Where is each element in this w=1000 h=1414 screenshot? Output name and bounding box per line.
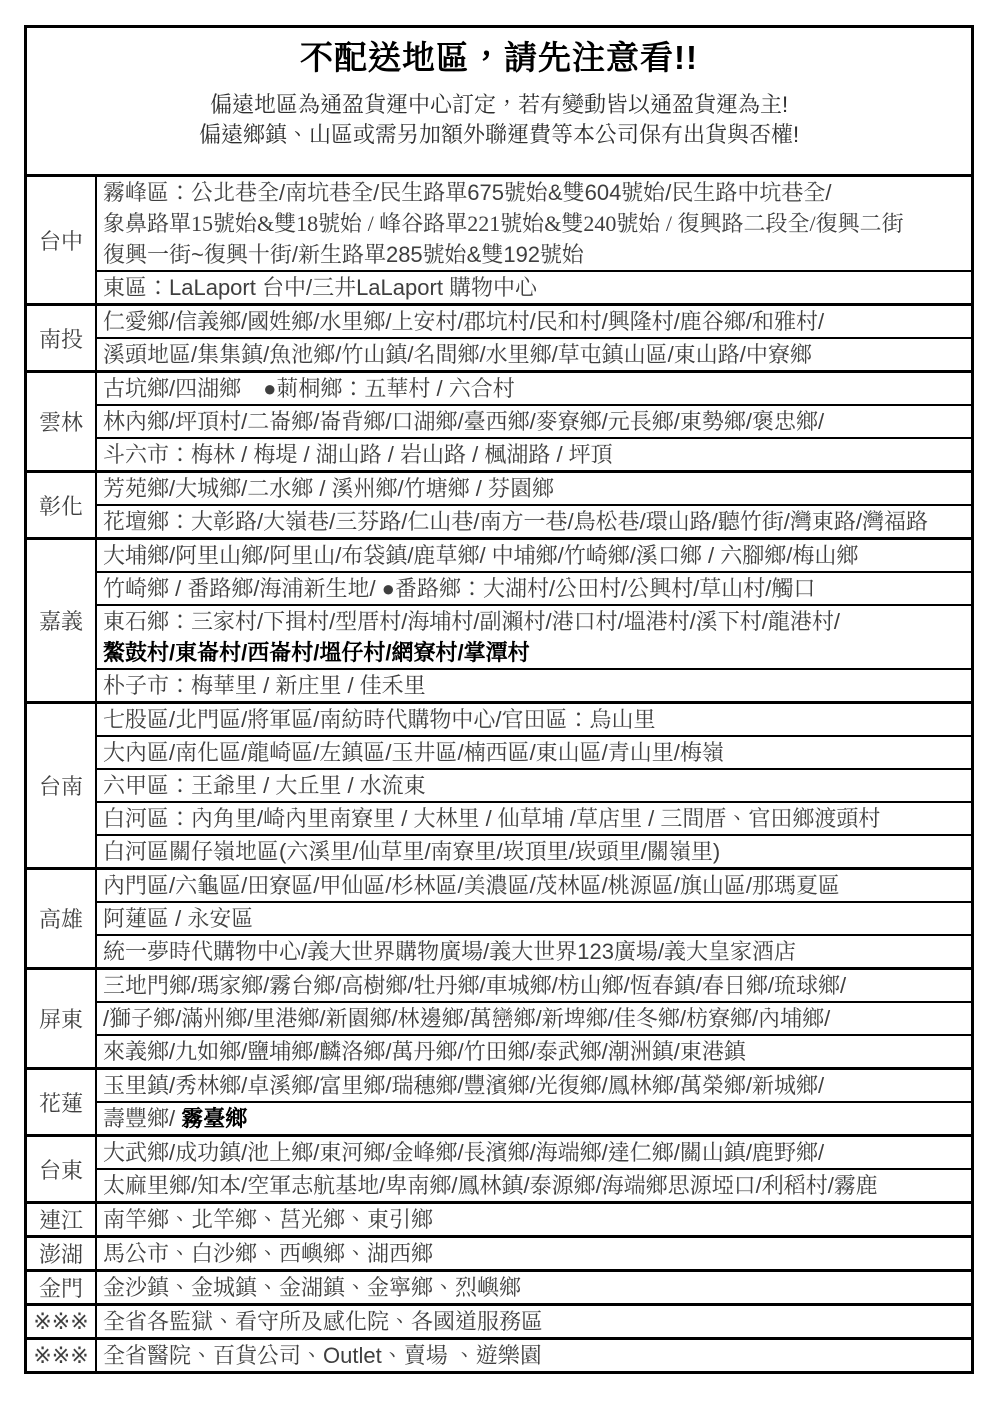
area-line: 朴子市：梅華里 / 新庄里 / 佳禾里: [103, 673, 426, 698]
region-group-yunlin: [27, 370, 971, 470]
no-delivery-notice-table: [24, 25, 974, 1374]
region-label: 南投: [27, 306, 97, 370]
area-row: [97, 270, 971, 303]
area-line: 大內區/南化區/龍崎區/左鎮區/玉井區/楠西區/東山區/青山里/梅嶺: [103, 740, 724, 765]
region-label: 台中: [27, 177, 97, 303]
area-line: 仁愛鄉/信義鄉/國姓鄉/水里鄉/上安村/郡坑村/民和村/興隆村/鹿谷鄉/和雅村/: [103, 309, 825, 334]
region-group-penghu: [27, 1235, 971, 1269]
area-line: 大埔鄉/阿里山鄉/阿里山/布袋鎮/鹿草鄉/ 中埔鄉/竹崎鄉/溪口鄉 / 六腳鄉/梅山鄉: [103, 543, 859, 568]
area-line: 玉里鎮/秀林鄉/卓溪鄉/富里鄉/瑞穗鄉/豐濱鄉/光復鄉/鳳林鄉/萬榮鄉/新城鄉/: [103, 1073, 825, 1098]
area-row: [97, 373, 971, 404]
area-line: 金沙鎮、金城鎮、金湖鎮、金寧鄉、烈嶼鄉: [103, 1275, 522, 1300]
area-row: [97, 834, 971, 867]
region-group-pingtung: [27, 967, 971, 1067]
region-group-special-1: [27, 1303, 971, 1337]
area-line: 東區：LaLaport 台中/三井LaLaport 購物中心: [103, 275, 538, 300]
region-group-kaohsiung: [27, 867, 971, 967]
area-row: [97, 540, 971, 571]
region-rows: [97, 1238, 971, 1269]
area-line: 大武鄉/成功鎮/池上鄉/東河鄉/金峰鄉/長濱鄉/海端鄉/達仁鄉/關山鎮/鹿野鄉/: [103, 1140, 825, 1165]
area-row: [97, 801, 971, 834]
region-rows: [97, 704, 971, 867]
area-row: [97, 1137, 971, 1168]
region-rows: [97, 177, 971, 303]
area-row: [97, 1306, 971, 1337]
area-row: [97, 404, 971, 437]
area-row: [97, 1101, 971, 1134]
notice-note-2: 偏遠鄉鎮、山區或需另加額外聯運費等本公司保有出貨與否權!: [198, 122, 800, 147]
area-line: 阿蓮區 / 永安區: [103, 906, 254, 931]
region-label: ※※※: [27, 1340, 97, 1371]
area-line: 六甲區：王爺里 / 大丘里 / 水流東: [103, 773, 426, 798]
region-label: ※※※: [27, 1306, 97, 1337]
area-row: [97, 1204, 971, 1235]
area-row: [97, 934, 971, 967]
area-row: [97, 1001, 971, 1034]
area-line: 白河區關仔嶺地區(六溪里/仙草里/南寮里/崁頂里/崁頭里/關嶺里): [103, 839, 721, 864]
area-row: [97, 177, 971, 270]
region-rows: [97, 1137, 971, 1201]
region-label: 金門: [27, 1272, 97, 1303]
area-line: 溪頭地區/集集鎮/魚池鄉/竹山鎮/名間鄉/水里鄉/草屯鎮山區/東山路/中寮鄉: [103, 342, 812, 367]
area-row: [97, 1034, 971, 1067]
area-line: /獅子鄉/滿州鄉/里港鄉/新園鄉/林邊鄉/萬巒鄉/新埤鄉/佳冬鄉/枋寮鄉/內埔鄉/: [103, 1006, 831, 1031]
region-label: 澎湖: [27, 1238, 97, 1269]
area-row: [97, 571, 971, 604]
region-label: 台南: [27, 704, 97, 867]
area-row: [97, 1168, 971, 1201]
area-text: 壽豐鄉/: [103, 1106, 182, 1131]
region-group-nantou: [27, 303, 971, 370]
area-line: 太麻里鄉/知本/空軍志航基地/卑南鄉/鳳林鎮/泰源鄉/海端鄉思源埡口/利稻村/霧鹿: [103, 1173, 878, 1198]
region-group-lienchiang: [27, 1201, 971, 1235]
area-line: 統一夢時代購物中心/義大世界購物廣場/義大世界123廣場/義大皇家酒店: [103, 939, 797, 964]
area-line: 復興一街~復興十街/新生路單285號始&雙192號始: [103, 242, 585, 267]
region-label: 花蓮: [27, 1070, 97, 1134]
area-row: [97, 870, 971, 901]
region-rows: [97, 540, 971, 701]
region-group-tainan: [27, 701, 971, 867]
area-row: [97, 901, 971, 934]
area-line: 斗六市：梅林 / 梅堤 / 湖山路 / 岩山路 / 楓湖路 / 坪頂: [103, 442, 613, 467]
region-group-taitung: [27, 1134, 971, 1201]
region-label: 高雄: [27, 870, 97, 967]
notice-title: 不配送地區，請先注意看!!: [300, 39, 698, 76]
area-line: 芳苑鄉/大城鄉/二水鄉 / 溪州鄉/竹塘鄉 / 芬園鄉: [103, 476, 555, 501]
region-group-changhua: [27, 470, 971, 537]
area-line: 南竿鄉、北竿鄉、莒光鄉、東引鄉: [103, 1207, 434, 1232]
area-line: 全省各監獄、看守所及感化院、各國道服務區: [103, 1309, 544, 1334]
notice-note-1: 偏遠地區為通盈貨運中心訂定，若有變動皆以通盈貨運為主!: [209, 92, 789, 117]
area-row: [97, 604, 971, 668]
region-label: 彰化: [27, 473, 97, 537]
area-line: 七股區/北門區/將軍區/南紡時代購物中心/官田區：烏山里: [103, 707, 656, 732]
area-row: [97, 337, 971, 370]
area-row: [97, 768, 971, 801]
area-row: [97, 704, 971, 735]
area-row: [97, 437, 971, 470]
area-row: [97, 970, 971, 1001]
area-row: [97, 1238, 971, 1269]
area-line: 全省醫院、百貨公司、Outlet、賣場 、遊樂園: [103, 1343, 542, 1368]
area-line: 霧峰區：公北巷全/南坑巷全/民生路單675號始&雙604號始/民生路中坑巷全/: [103, 180, 832, 205]
region-label: 屏東: [27, 970, 97, 1067]
region-label: 嘉義: [27, 540, 97, 701]
area-row: [97, 1340, 971, 1371]
region-group-kinmen: [27, 1269, 971, 1303]
area-line: 象鼻路單15號始&雙18號始 / 峰谷路單221號始&雙240號始 / 復興路二段全/復興二街: [103, 211, 904, 236]
table-header: [27, 28, 971, 174]
area-line: 東石鄉：三家村/下揖村/型厝村/海埔村/副瀨村/港口村/塭港村/溪下村/龍港村/: [103, 609, 841, 634]
region-rows: [97, 373, 971, 470]
region-rows: [97, 970, 971, 1067]
region-rows: [97, 306, 971, 370]
region-group-taichung: [27, 174, 971, 303]
area-line: 來義鄉/九如鄉/鹽埔鄉/麟洛鄉/萬丹鄉/竹田鄉/泰武鄉/潮洲鎮/東港鎮: [103, 1039, 746, 1064]
area-row: [97, 735, 971, 768]
area-line: 內門區/六龜區/田寮區/甲仙區/杉林區/美濃區/茂林區/桃源區/旗山區/那瑪夏區: [103, 873, 841, 898]
region-group-hualien: [27, 1067, 971, 1134]
region-label: 雲林: [27, 373, 97, 470]
area-line: [97, 1103, 971, 1134]
area-line: 馬公市、白沙鄉、西嶼鄉、湖西鄉: [103, 1241, 434, 1266]
region-group-chiayi: [27, 537, 971, 701]
area-row: [97, 504, 971, 537]
region-rows: [97, 1340, 971, 1371]
area-text-emphasis: 霧臺鄉: [181, 1106, 248, 1131]
area-row: [97, 1272, 971, 1303]
region-rows: [97, 870, 971, 967]
area-line-emphasis: 鰲鼓村/東崙村/西崙村/塭仔村/網寮村/掌潭村: [103, 640, 530, 665]
region-rows: [97, 1306, 971, 1337]
region-rows: [97, 473, 971, 537]
area-line: 三地門鄉/瑪家鄉/霧台鄉/高樹鄉/牡丹鄉/車城鄉/枋山鄉/恆春鎮/春日鄉/琉球鄉/: [103, 973, 847, 998]
area-row: [97, 1070, 971, 1101]
region-rows: [97, 1204, 971, 1235]
region-label: 台東: [27, 1137, 97, 1201]
area-row: [97, 473, 971, 504]
area-line: 林內鄉/坪頂村/二崙鄉/崙背鄉/口湖鄉/臺西鄉/麥寮鄉/元長鄉/東勢鄉/褒忠鄉/: [103, 409, 825, 434]
region-label: 連江: [27, 1204, 97, 1235]
area-line: 古坑鄉/四湖鄉 ●莿桐鄉：五華村 / 六合村: [103, 376, 515, 401]
area-line: 白河區：內角里/崎內里南寮里 / 大林里 / 仙草埔 /草店里 / 三間厝、官田鄉渡頭村: [103, 806, 881, 831]
region-group-special-2: [27, 1337, 971, 1371]
region-rows: [97, 1070, 971, 1134]
area-row: [97, 668, 971, 701]
region-rows: [97, 1272, 971, 1303]
area-line: 花壇鄉：大彰路/大嶺巷/三芬路/仁山巷/南方一巷/鳥松巷/環山路/聽竹街/灣東路/灣福路: [103, 509, 929, 534]
area-row: [97, 306, 971, 337]
area-line: 竹崎鄉 / 番路鄉/海浦新生地/ ●番路鄉：大湖村/公田村/公興村/草山村/觸口: [103, 576, 816, 601]
